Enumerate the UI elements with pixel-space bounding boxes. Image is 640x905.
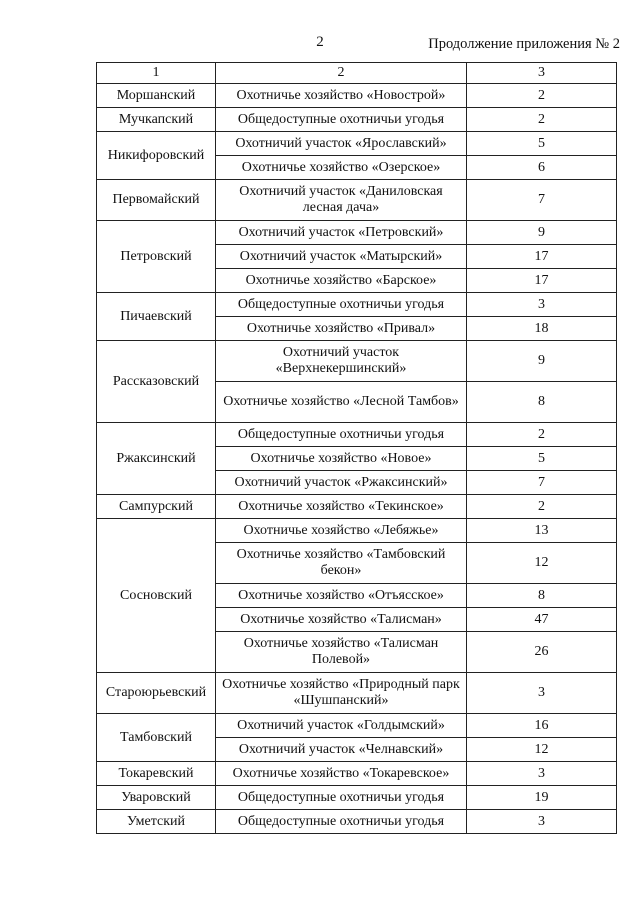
hunting-area-cell: Охотничье хозяйство «Текинское» (216, 495, 467, 519)
table-row (97, 810, 617, 834)
district-cell: Мучкапский (97, 108, 216, 132)
hunting-area-cell: Охотничье хозяйство «Талисман Полевой» (216, 632, 467, 673)
count-cell: 3 (467, 293, 617, 317)
count-cell: 5 (467, 132, 617, 156)
count-cell: 3 (467, 762, 617, 786)
table-row (97, 519, 617, 543)
table-row (97, 180, 617, 221)
table-row (97, 221, 617, 245)
page-number: 2 (316, 34, 324, 50)
table-row (97, 423, 617, 447)
hunting-grounds-table (96, 62, 617, 834)
district-cell: Первомайский (97, 180, 216, 221)
table-row (97, 293, 617, 317)
table-row (97, 84, 617, 108)
count-cell: 3 (467, 810, 617, 834)
count-cell: 2 (467, 84, 617, 108)
hunting-area-cell: Охотничий участок «Верхнекершинский» (216, 341, 467, 382)
table-row (97, 786, 617, 810)
count-cell: 5 (467, 447, 617, 471)
table-body (97, 84, 617, 834)
table-row (97, 132, 617, 156)
district-cell: Сосновский (97, 519, 216, 673)
count-cell: 8 (467, 382, 617, 423)
hunting-area-cell: Охотничье хозяйство «Новострой» (216, 84, 467, 108)
count-cell: 13 (467, 519, 617, 543)
hunting-area-cell: Охотничий участок «Даниловская лесная дача» (216, 180, 467, 221)
hunting-area-cell: Общедоступные охотничьи угодья (216, 786, 467, 810)
district-cell: Староюрьевский (97, 673, 216, 714)
column-number-row (97, 63, 617, 84)
count-cell: 2 (467, 108, 617, 132)
district-cell: Сампурский (97, 495, 216, 519)
count-cell: 2 (467, 495, 617, 519)
hunting-area-cell: Охотничий участок «Ярославский» (216, 132, 467, 156)
count-cell: 26 (467, 632, 617, 673)
district-cell: Токаревский (97, 762, 216, 786)
district-cell: Моршанский (97, 84, 216, 108)
count-cell: 12 (467, 738, 617, 762)
table-row (97, 495, 617, 519)
column-number-1: 1 (97, 63, 216, 84)
table-row (97, 762, 617, 786)
hunting-area-cell: Общедоступные охотничьи угодья (216, 293, 467, 317)
hunting-area-cell: Охотничье хозяйство «Токаревское» (216, 762, 467, 786)
district-cell: Никифоровский (97, 132, 216, 180)
district-cell: Тамбовский (97, 714, 216, 762)
count-cell: 6 (467, 156, 617, 180)
hunting-area-cell: Общедоступные охотничьи угодья (216, 423, 467, 447)
count-cell: 17 (467, 269, 617, 293)
district-cell: Рассказовский (97, 341, 216, 423)
district-cell: Пичаевский (97, 293, 216, 341)
count-cell: 8 (467, 584, 617, 608)
district-cell: Петровский (97, 221, 216, 293)
hunting-area-cell: Охотничье хозяйство «Озерское» (216, 156, 467, 180)
hunting-area-cell: Охотничье хозяйство «Талисман» (216, 608, 467, 632)
column-number-3: 3 (467, 63, 617, 84)
count-cell: 7 (467, 471, 617, 495)
count-cell: 9 (467, 341, 617, 382)
continuation-label: Продолжение приложения № 2 (428, 36, 620, 52)
table-row (97, 341, 617, 382)
district-cell: Уметский (97, 810, 216, 834)
count-cell: 9 (467, 221, 617, 245)
hunting-area-cell: Охотничье хозяйство «Лебяжье» (216, 519, 467, 543)
hunting-area-cell: Охотничий участок «Ржаксинский» (216, 471, 467, 495)
hunting-area-cell: Охотничье хозяйство «Новое» (216, 447, 467, 471)
table-row (97, 714, 617, 738)
hunting-area-cell: Охотничье хозяйство «Тамбовский бекон» (216, 543, 467, 584)
count-cell: 3 (467, 673, 617, 714)
count-cell: 47 (467, 608, 617, 632)
hunting-area-cell: Охотничье хозяйство «Природный парк «Шушпанский» (216, 673, 467, 714)
hunting-area-cell: Общедоступные охотничьи угодья (216, 108, 467, 132)
count-cell: 12 (467, 543, 617, 584)
hunting-area-cell: Общедоступные охотничьи угодья (216, 810, 467, 834)
count-cell: 17 (467, 245, 617, 269)
count-cell: 2 (467, 423, 617, 447)
count-cell: 19 (467, 786, 617, 810)
column-number-2: 2 (216, 63, 467, 84)
district-cell: Уваровский (97, 786, 216, 810)
hunting-area-cell: Охотничье хозяйство «Барское» (216, 269, 467, 293)
hunting-area-cell: Охотничий участок «Челнавский» (216, 738, 467, 762)
table-row (97, 108, 617, 132)
count-cell: 18 (467, 317, 617, 341)
hunting-area-cell: Охотничий участок «Петровский» (216, 221, 467, 245)
hunting-area-cell: Охотничье хозяйство «Лесной Тамбов» (216, 382, 467, 423)
count-cell: 7 (467, 180, 617, 221)
hunting-area-cell: Охотничий участок «Матырский» (216, 245, 467, 269)
district-cell: Ржаксинский (97, 423, 216, 495)
hunting-area-cell: Охотничье хозяйство «Привал» (216, 317, 467, 341)
hunting-area-cell: Охотничий участок «Голдымский» (216, 714, 467, 738)
count-cell: 16 (467, 714, 617, 738)
table-row (97, 673, 617, 714)
hunting-area-cell: Охотничье хозяйство «Отъясское» (216, 584, 467, 608)
